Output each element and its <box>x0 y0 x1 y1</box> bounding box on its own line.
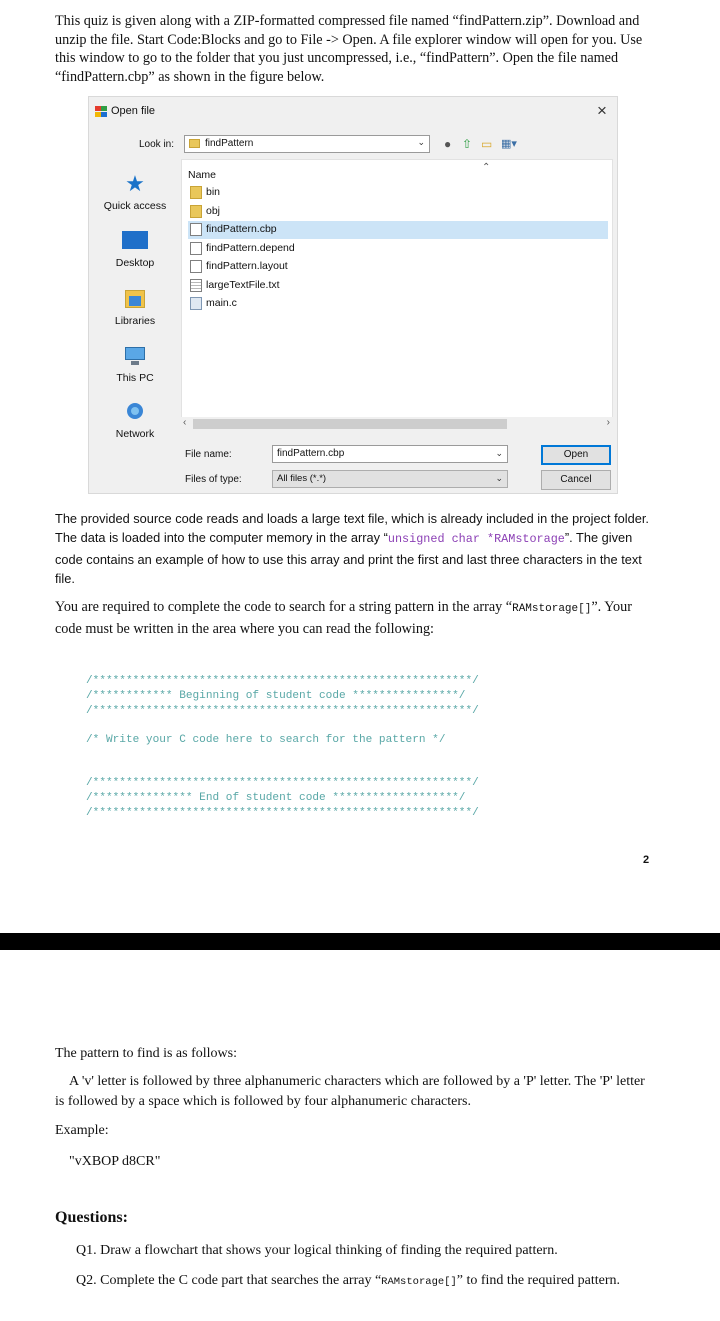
chevron-down-icon: ⌄ <box>417 137 425 147</box>
file-icon <box>190 279 202 292</box>
file-list-item[interactable] <box>188 277 608 295</box>
file-name: main.c <box>206 297 237 309</box>
chevron-down-icon: ⌄ <box>495 448 503 458</box>
code-stars-line: /*********************************************************/ <box>86 807 479 819</box>
files-of-type-label: Files of type: <box>185 474 242 485</box>
file-name: findPattern.layout <box>206 260 288 272</box>
look-in-value: findPattern <box>205 138 254 149</box>
question-2: Q2. Complete the C code part that searches the array “RAMstorage[]” to find the required pattern. <box>76 1273 621 1288</box>
file-name: obj <box>206 204 221 217</box>
question-1: Q1. Draw a flowchart that shows your logical thinking of finding the required pattern. <box>76 1243 558 1258</box>
file-list-item[interactable] <box>188 184 608 202</box>
scroll-left-icon[interactable]: ‹ <box>183 417 187 428</box>
scroll-right-icon[interactable]: › <box>606 417 610 428</box>
cancel-button[interactable]: Cancel <box>541 470 611 490</box>
inline-code: RAMstorage[] <box>512 603 592 615</box>
instruction-paragraph: You are required to complete the code to search for a string pattern in the array “RAMstorage[]”. Your code must be written in the area where you can read the following: <box>55 599 632 637</box>
open-button[interactable]: Open <box>541 445 611 465</box>
code-stars-line: /*********************************************************/ <box>86 705 479 717</box>
new-folder-icon[interactable]: ▭ <box>481 137 493 151</box>
file-list-item[interactable] <box>188 295 608 313</box>
sort-caret-icon: ⌃ <box>482 162 491 173</box>
file-name-value: findPattern.cbp <box>277 448 345 459</box>
file-icon <box>190 297 202 310</box>
page-divider <box>0 933 720 950</box>
file-name: findPattern.depend <box>206 241 295 254</box>
back-icon[interactable]: ● <box>444 137 452 151</box>
file-list[interactable] <box>181 159 613 429</box>
code-comment-line: /* Write your C code here to search for the pattern */ <box>86 734 446 746</box>
codeblocks-icon <box>95 106 107 117</box>
file-icon <box>190 242 202 255</box>
column-header-name[interactable]: Name <box>188 169 217 181</box>
inline-code: unsigned char *RAMstorage <box>387 532 565 547</box>
look-in-select[interactable] <box>184 135 430 153</box>
code-end-line: /*************** End of student code *******************/ <box>86 792 466 804</box>
page-number: 2 <box>643 854 650 866</box>
file-name: bin <box>206 186 221 198</box>
look-in-label: Look in: <box>139 139 175 150</box>
file-icon <box>190 223 202 236</box>
place-quick-access[interactable]: ★ Quick access <box>103 171 167 212</box>
folder-icon <box>189 139 200 148</box>
place-this-pc[interactable]: This PC <box>95 345 175 384</box>
files-of-type-select[interactable] <box>272 470 508 488</box>
open-file-dialog <box>88 96 618 494</box>
folder-icon <box>190 186 202 199</box>
intro-paragraph: This quiz is given along with a ZIP-formatted compressed file named “findPattern.zip”. Download and unzip the file. Start Code:Blocks and go to File -> Open. A file explorer window will open for you. Use this window to go to the folder that you just uncompressed, i.e., “findPattern”. Open the file named “findPattern.cbp” as shown in the figure below. <box>55 13 643 85</box>
folder-icon <box>190 205 202 218</box>
chevron-down-icon: ⌄ <box>495 473 503 483</box>
source-code-paragraph: The provided source code reads and loads a large text file, which is already included in the project folder. The data is loaded into the computer memory in the array “unsigned char *RAMstorage”. The given code contains an example of how to use this array and print the first and last three characters in the text file. <box>55 511 649 587</box>
place-libraries[interactable]: Libraries <box>95 288 175 327</box>
questions-heading: Questions: <box>55 1209 128 1226</box>
place-network[interactable]: Network <box>95 401 175 440</box>
code-stars-line: /*********************************************************/ <box>86 777 479 789</box>
close-icon[interactable]: × <box>597 101 607 120</box>
file-name: largeTextFile.txt <box>206 278 280 291</box>
view-menu-icon[interactable]: ▦▾ <box>501 138 517 150</box>
up-folder-icon[interactable]: ⇧ <box>462 137 473 151</box>
network-icon <box>123 401 147 423</box>
scrollbar-thumb[interactable] <box>193 419 507 429</box>
horizontal-scrollbar[interactable] <box>181 417 613 431</box>
code-stars-line: /*********************************************************/ <box>86 675 479 687</box>
inline-code: RAMstorage[] <box>381 1276 457 1288</box>
pattern-description: A 'v' letter is followed by three alphanumeric characters which are followed by a 'P' letter. The 'P' letter is followed by a space which is followed by four alphanumeric characters. <box>55 1074 645 1109</box>
example-value: "vXBOP d8CR" <box>69 1154 161 1169</box>
file-name: findPattern.cbp <box>206 223 277 235</box>
file-icon <box>190 260 202 273</box>
file-list-item[interactable] <box>188 203 608 221</box>
files-of-type-value: All files (*.*) <box>277 473 327 484</box>
file-list-item[interactable] <box>188 258 608 276</box>
computer-icon <box>123 345 147 367</box>
dialog-title: Open file <box>111 105 156 117</box>
code-begin-line: /************ Beginning of student code ****************/ <box>86 690 466 702</box>
file-name-input[interactable] <box>272 445 508 463</box>
file-name-label: File name: <box>185 449 232 460</box>
desktop-icon <box>122 231 148 249</box>
star-icon: ★ <box>125 171 145 196</box>
file-list-item[interactable] <box>188 240 608 258</box>
example-label: Example: <box>55 1123 109 1138</box>
place-desktop[interactable]: Desktop <box>95 231 175 269</box>
libraries-icon <box>123 288 147 310</box>
file-list-item[interactable] <box>188 221 608 239</box>
pattern-intro: The pattern to find is as follows: <box>55 1046 237 1061</box>
